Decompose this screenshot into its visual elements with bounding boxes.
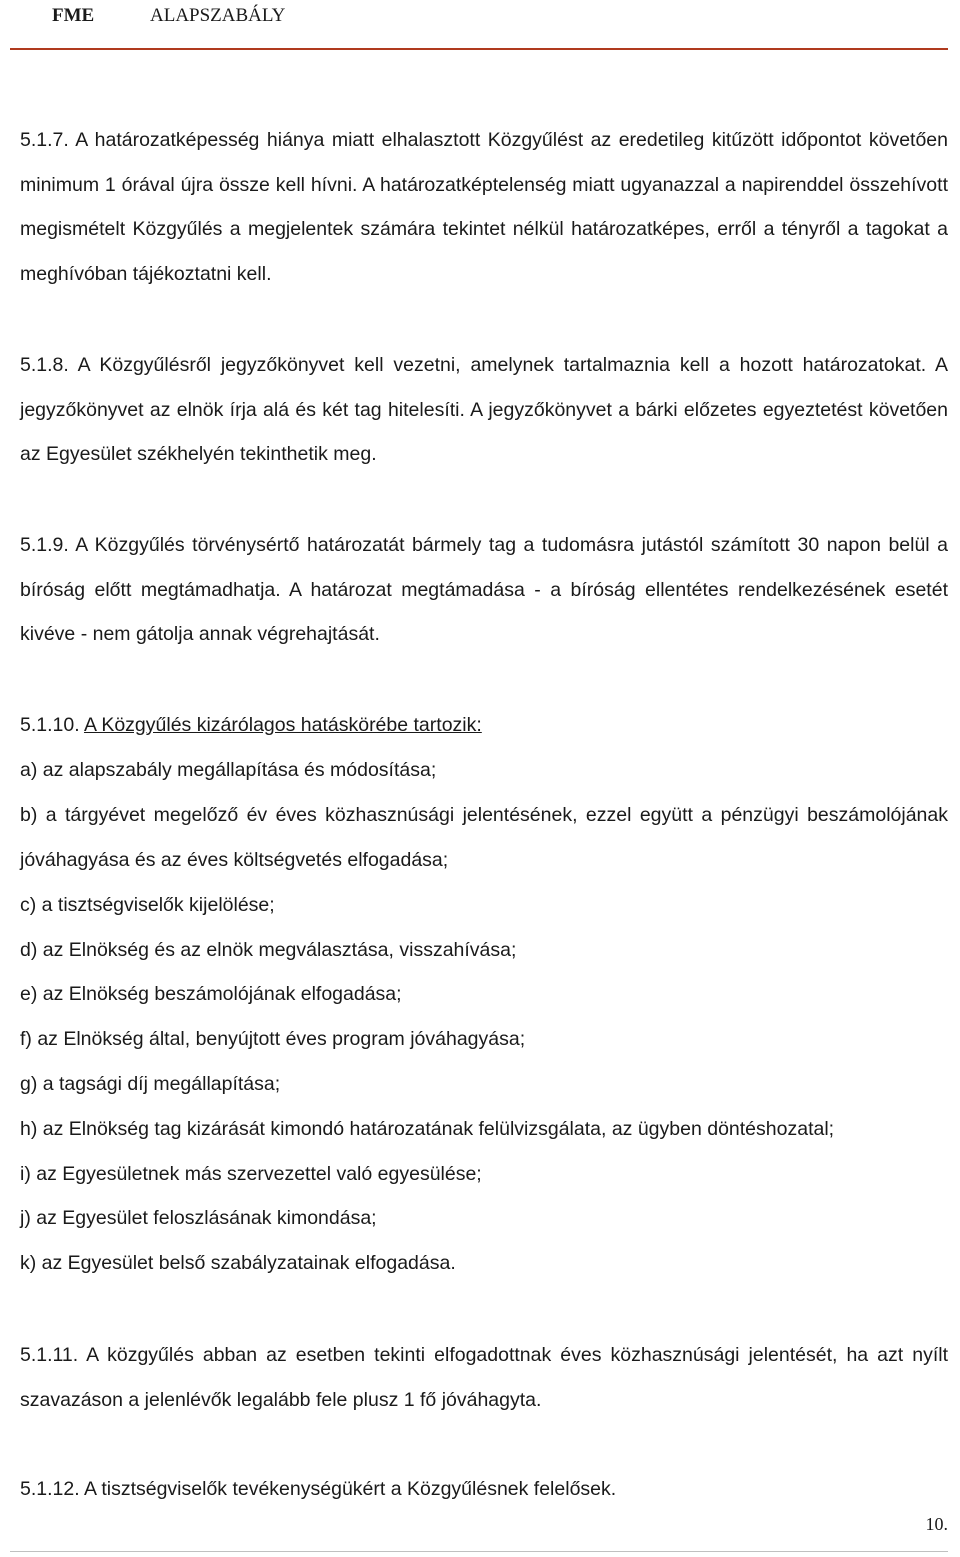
section-number: 5.1.10. [20, 714, 80, 736]
header-org: FME [52, 5, 95, 26]
list-item: k) az Egyesület belső szabályzatainak elfogadása. [20, 1252, 456, 1274]
list-item: f) az Elnökség által, benyújtott éves program jóváhagyása; [20, 1028, 526, 1050]
section-5-1-7: 5.1.7. A határozatképesség hiánya miatt elhalasztott Közgyűlést az eredetileg kitűzött időpontot követően minimum 1 órával újra össze kell hívni. A határozatképtelenség miatt ugyanazzal a napirenddel összehívott megismételt Közgyűlés a megjelentek számára tekintet nélkül határozatképes, erről a tényről a tagokat a meghívóban tájékoztatni kell. [20, 129, 948, 286]
list-item: d) az Elnökség és az elnök megválasztása, visszahívása; [20, 939, 517, 961]
section-5-1-11: 5.1.11. A közgyűlés abban az esetben tekinti elfogadottnak éves közhasznúsági jelentését, ha azt nyílt szavazáson a jelenlévők legalább fele plusz 1 fő jóváhagyta. [20, 1344, 948, 1411]
section-heading: A Közgyűlés kizárólagos hatáskörébe tartozik: [83, 714, 482, 736]
section-5-1-9: 5.1.9. A Közgyűlés törvénysértő határozatát bármely tag a tudomásra jutástól számított 30 napon belül a bíróság előtt megtámadhatja. A határozat megtámadása - a bíróság ellentétes rendelkezésének esetét kivéve - nem gátolja annak végrehajtását. [20, 534, 948, 646]
section-5-1-10-heading [20, 703, 948, 748]
page-number: 10. [925, 1514, 948, 1534]
section-5-1-12: 5.1.12. A tisztségviselők tevékenységükért a Közgyűlésnek felelősek. [20, 1478, 617, 1500]
list-item: j) az Egyesület feloszlásának kimondása; [20, 1207, 377, 1229]
header-rule [10, 48, 948, 50]
list-item: g) a tagsági díj megállapítása; [20, 1073, 281, 1095]
list-item: i) az Egyesületnek más szervezettel való egyesülése; [20, 1163, 482, 1185]
list-item: e) az Elnökség beszámolójának elfogadása; [20, 983, 402, 1005]
section-5-1-8: 5.1.8. A Közgyűlésről jegyzőkönyvet kell vezetni, amelynek tartalmaznia kell a hozott határozatokat. A jegyzőkönyvet az elnök írja alá és két tag hitelesíti. A jegyzőkönyvet a bárki előzetes egyeztetést követően az Egyesület székhelyén tekinthetik meg. [20, 354, 948, 466]
list-item: a) az alapszabály megállapítása és módosítása; [20, 759, 437, 781]
footer-rule [10, 1551, 948, 1552]
list-item: b) a tárgyévet megelőző év éves közhasznúsági jelentésének, ezzel együtt a pénzügyi beszámolójának jóváhagyása és az éves költségvetés elfogadása; [20, 804, 948, 871]
header-title: ALAPSZABÁLY [150, 5, 286, 26]
list-item: c) a tisztségviselők kijelölése; [20, 894, 275, 916]
list-item: h) az Elnökség tag kizárását kimondó határozatának felülvizsgálata, az ügyben döntéshozatal; [20, 1118, 835, 1140]
